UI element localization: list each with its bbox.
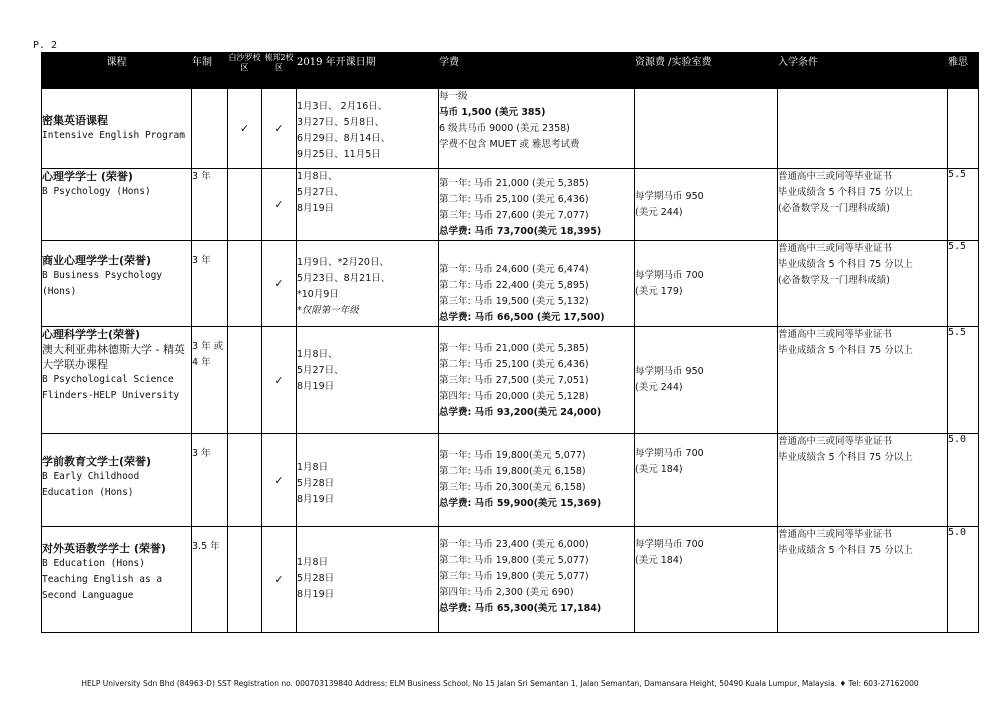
ielts-score: 5.5	[948, 327, 979, 434]
resource-fee-cell	[635, 241, 778, 327]
duration-cell: 3 年	[192, 434, 228, 527]
tuition-line: 第一年: 马币 21,000 (美元 5,385)	[439, 178, 589, 189]
resource-fee-line: (美元 244)	[635, 206, 683, 218]
tuition-cell	[439, 241, 635, 327]
course-name-cn: 心理科学学士(荣誉)	[42, 328, 141, 341]
tuition-line: 第三年: 马币 27,500 (美元 7,051)	[439, 375, 589, 386]
campus-2-check: ✓	[262, 89, 297, 169]
course-name-cn: 密集英语课程	[42, 114, 108, 127]
header-duration: 年制	[192, 53, 228, 89]
course-name-en: Intensive English Program	[42, 130, 185, 141]
duration-cell: 3 年 或 4 年	[192, 327, 228, 434]
intake-line: 1月8日、	[297, 349, 338, 360]
course-name-en: B Early Childhood Education (Hons)	[42, 471, 145, 498]
course-name-cell	[42, 89, 192, 169]
intake-line: 3月27日、5月8日、	[297, 117, 385, 128]
resource-fee-line: 每学期马币 950	[635, 190, 704, 202]
entry-line: 普通高中三或同等毕业证书	[778, 243, 893, 254]
course-name-cn: 学前教育文学士(荣誉)	[42, 455, 152, 468]
tuition-line: 第三年: 马币 19,800 (美元 5,077)	[439, 571, 589, 582]
intake-line: 8月19日	[297, 381, 335, 392]
campus-2-check: ✓	[262, 527, 297, 633]
page-footer: HELP University Sdn Bhd (84963-D) SST Registration no. 000703139840 Address: ELM Business School, No 15 Jalan Sri Semantan 1, Jalan Semantan, Damansara Height, 50490 Kuala Lumpur, Malaysia. ♦ Tel: 603-27162000	[81, 679, 919, 688]
tuition-line: 6 级共马币 9000 (美元 2358)	[439, 123, 570, 134]
campus-1-check	[228, 241, 262, 327]
resource-fee-line: (美元 179)	[635, 285, 683, 297]
resource-fee-line: (美元 184)	[635, 464, 683, 475]
entry-line: 毕业成绩含 5 个科目 75 分以上	[778, 345, 913, 356]
intake-line: 1月9日、*2月20日、	[297, 257, 389, 268]
campus-2-check: ✓	[262, 434, 297, 527]
tuition-line: 第二年: 马币 22,400 (美元 5,895)	[439, 280, 589, 291]
tuition-cell	[439, 327, 635, 434]
header-campus-1: 白沙罗校区	[228, 53, 262, 89]
header-resource-fee: 资源费 /实验室费	[635, 53, 778, 89]
duration-cell: 3 年	[192, 241, 228, 327]
page-number: P. 2	[33, 40, 58, 51]
tuition-line: 第三年: 马币 20,300(美元 6,158)	[439, 482, 586, 493]
entry-line: 普通高中三或同等毕业证书	[778, 529, 893, 540]
intake-note: *仅限第一年级	[297, 305, 359, 316]
ielts-score: 5.0	[948, 434, 979, 527]
intake-line: 8月19日	[297, 589, 335, 600]
campus-2-check: ✓	[262, 169, 297, 241]
intake-line: 1月8日、	[297, 171, 338, 182]
intake-line: 9月25日、11月5日	[297, 149, 381, 160]
campus-1-check	[228, 327, 262, 434]
table-row	[42, 241, 979, 327]
course-partner-cn: 澳大利亚弗林德斯大学 - 精英大学联办课程	[42, 343, 185, 371]
header-ielts: 雅思	[948, 53, 979, 89]
tuition-line: 第三年: 马币 27,600 (美元 7,077)	[439, 210, 589, 221]
intake-line: 1月8日	[297, 462, 329, 473]
resource-fee-line: 每学期马币 700	[635, 269, 704, 281]
entry-cell	[778, 434, 948, 527]
tuition-line: 第一年: 马币 24,600 (美元 6,474)	[439, 264, 589, 275]
intake-line: *10月9日	[297, 289, 339, 300]
intake-line: 1月3日、 2月16日、	[297, 101, 388, 112]
campus-1-check: ✓	[228, 89, 262, 169]
ielts-score: 5.5	[948, 169, 979, 241]
tuition-line: 第二年: 马币 25,100 (美元 6,436)	[439, 194, 589, 205]
course-name-cell	[42, 327, 192, 434]
course-name-cn: 心理学学士 (荣誉)	[42, 170, 133, 183]
course-name-en: B Psychology (Hons)	[42, 186, 151, 197]
entry-cell	[778, 527, 948, 633]
tuition-line: 马币 1,500 (美元 385)	[439, 107, 546, 118]
tuition-line: 第一年: 马币 23,400 (美元 6,000)	[439, 539, 589, 550]
ielts-cell	[948, 89, 979, 169]
intake-cell	[297, 89, 439, 169]
table-row	[42, 89, 979, 169]
table-row	[42, 169, 979, 241]
intake-line: 5月23日、8月21日、	[297, 273, 391, 284]
resource-fee-line: 每学期马币 700	[635, 448, 704, 459]
resource-fee-cell	[635, 527, 778, 633]
intake-line: 5月27日、	[297, 365, 344, 376]
entry-line: 毕业成绩含 5 个科目 75 分以上	[778, 452, 913, 463]
intake-line: 5月27日、	[297, 187, 344, 198]
intake-line: 6月29日、8月14日、	[297, 133, 391, 144]
tuition-total: 总学费: 马币 93,200(美元 24,000)	[439, 407, 602, 418]
entry-cell	[778, 241, 948, 327]
tuition-total: 总学费: 马币 65,300(美元 17,184)	[439, 603, 602, 614]
tuition-cell	[439, 89, 635, 169]
intake-cell	[297, 434, 439, 527]
tuition-line: 第四年: 马币 2,300 (美元 690)	[439, 587, 574, 598]
intake-cell	[297, 527, 439, 633]
tuition-line: 第一年: 马币 21,000 (美元 5,385)	[439, 343, 589, 354]
tuition-line: 第三年: 马币 19,500 (美元 5,132)	[439, 296, 589, 307]
tuition-line: 学费不包含 MUET 或 雅思考试费	[439, 139, 580, 150]
duration-cell: 3 年	[192, 169, 228, 241]
entry-line: (必备数学及一门理科成绩)	[778, 203, 890, 214]
intake-line: 8月19日	[297, 494, 335, 505]
campus-1-check	[228, 434, 262, 527]
course-name-cell	[42, 434, 192, 527]
duration-cell	[192, 89, 228, 169]
intake-line: 5月28日	[297, 573, 335, 584]
resource-fee-line: 每学期马币 700	[635, 539, 704, 550]
tuition-total: 总学费: 马币 59,900(美元 15,369)	[439, 498, 602, 509]
course-table	[41, 52, 979, 633]
course-name-cn: 商业心理学学士(荣誉)	[42, 254, 152, 267]
ielts-score: 5.5	[948, 241, 979, 327]
course-name-en: B Business Psychology (Hons)	[42, 270, 168, 297]
tuition-cell	[439, 527, 635, 633]
course-name-en: B Education (Hons) Teaching English as a Second Languague	[42, 558, 168, 601]
tuition-cell	[439, 434, 635, 527]
campus-2-check: ✓	[262, 241, 297, 327]
header-entry: 入学条件	[778, 53, 948, 89]
course-name-en: B Psychological Science Flinders-HELP University	[42, 374, 180, 401]
entry-cell	[778, 169, 948, 241]
intake-cell	[297, 327, 439, 434]
tuition-line: 第二年: 马币 25,100 (美元 6,436)	[439, 359, 589, 370]
tuition-total: 总学费: 马币 66,500 (美元 17,500)	[439, 312, 605, 323]
course-name-cell	[42, 527, 192, 633]
table-header-row	[42, 53, 979, 89]
entry-cell	[778, 89, 948, 169]
intake-line: 5月28日	[297, 478, 335, 489]
header-course: 课程	[42, 53, 192, 89]
table-row	[42, 434, 979, 527]
ielts-score: 5.0	[948, 527, 979, 633]
header-intake: 2019 年开课日期	[297, 53, 439, 89]
header-tuition: 学费	[439, 53, 635, 89]
intake-cell	[297, 241, 439, 327]
resource-fee-cell	[635, 89, 778, 169]
entry-line: 毕业成绩含 5 个科目 75 分以上	[778, 187, 913, 198]
entry-line: 普通高中三或同等毕业证书	[778, 171, 893, 182]
entry-line: 毕业成绩含 5 个科目 75 分以上	[778, 545, 913, 556]
tuition-line: 第四年: 马币 20,000 (美元 5,128)	[439, 391, 589, 402]
course-name-cell	[42, 169, 192, 241]
resource-fee-cell	[635, 327, 778, 434]
resource-fee-line: (美元 244)	[635, 382, 683, 393]
table-row	[42, 527, 979, 633]
tuition-line: 第一年: 马币 19,800(美元 5,077)	[439, 450, 586, 461]
entry-line: (必备数学及一门理科成绩)	[778, 275, 890, 286]
tuition-total: 总学费: 马币 73,700(美元 18,395)	[439, 226, 602, 237]
tuition-line: 第二年: 马币 19,800 (美元 5,077)	[439, 555, 589, 566]
intake-cell	[297, 169, 439, 241]
table-row	[42, 327, 979, 434]
resource-fee-cell	[635, 434, 778, 527]
tuition-line: 每一级	[439, 91, 468, 102]
resource-fee-cell	[635, 169, 778, 241]
resource-fee-line: 每学期马币 950	[635, 366, 704, 377]
course-name-cell	[42, 241, 192, 327]
header-campus-2: 梳邦2校区	[262, 53, 297, 89]
duration-cell: 3.5 年	[192, 527, 228, 633]
tuition-cell	[439, 169, 635, 241]
intake-line: 8月19日	[297, 203, 335, 214]
course-name-cn: 对外英语教学学士 (荣誉)	[42, 542, 166, 555]
resource-fee-line: (美元 184)	[635, 555, 683, 566]
campus-2-check: ✓	[262, 327, 297, 434]
tuition-line: 第二年: 马币 19,800(美元 6,158)	[439, 466, 586, 477]
campus-1-check	[228, 527, 262, 633]
entry-line: 普通高中三或同等毕业证书	[778, 329, 893, 340]
intake-line: 1月8日	[297, 557, 329, 568]
entry-cell	[778, 327, 948, 434]
entry-line: 毕业成绩含 5 个科目 75 分以上	[778, 259, 913, 270]
entry-line: 普通高中三或同等毕业证书	[778, 436, 893, 447]
campus-1-check	[228, 169, 262, 241]
